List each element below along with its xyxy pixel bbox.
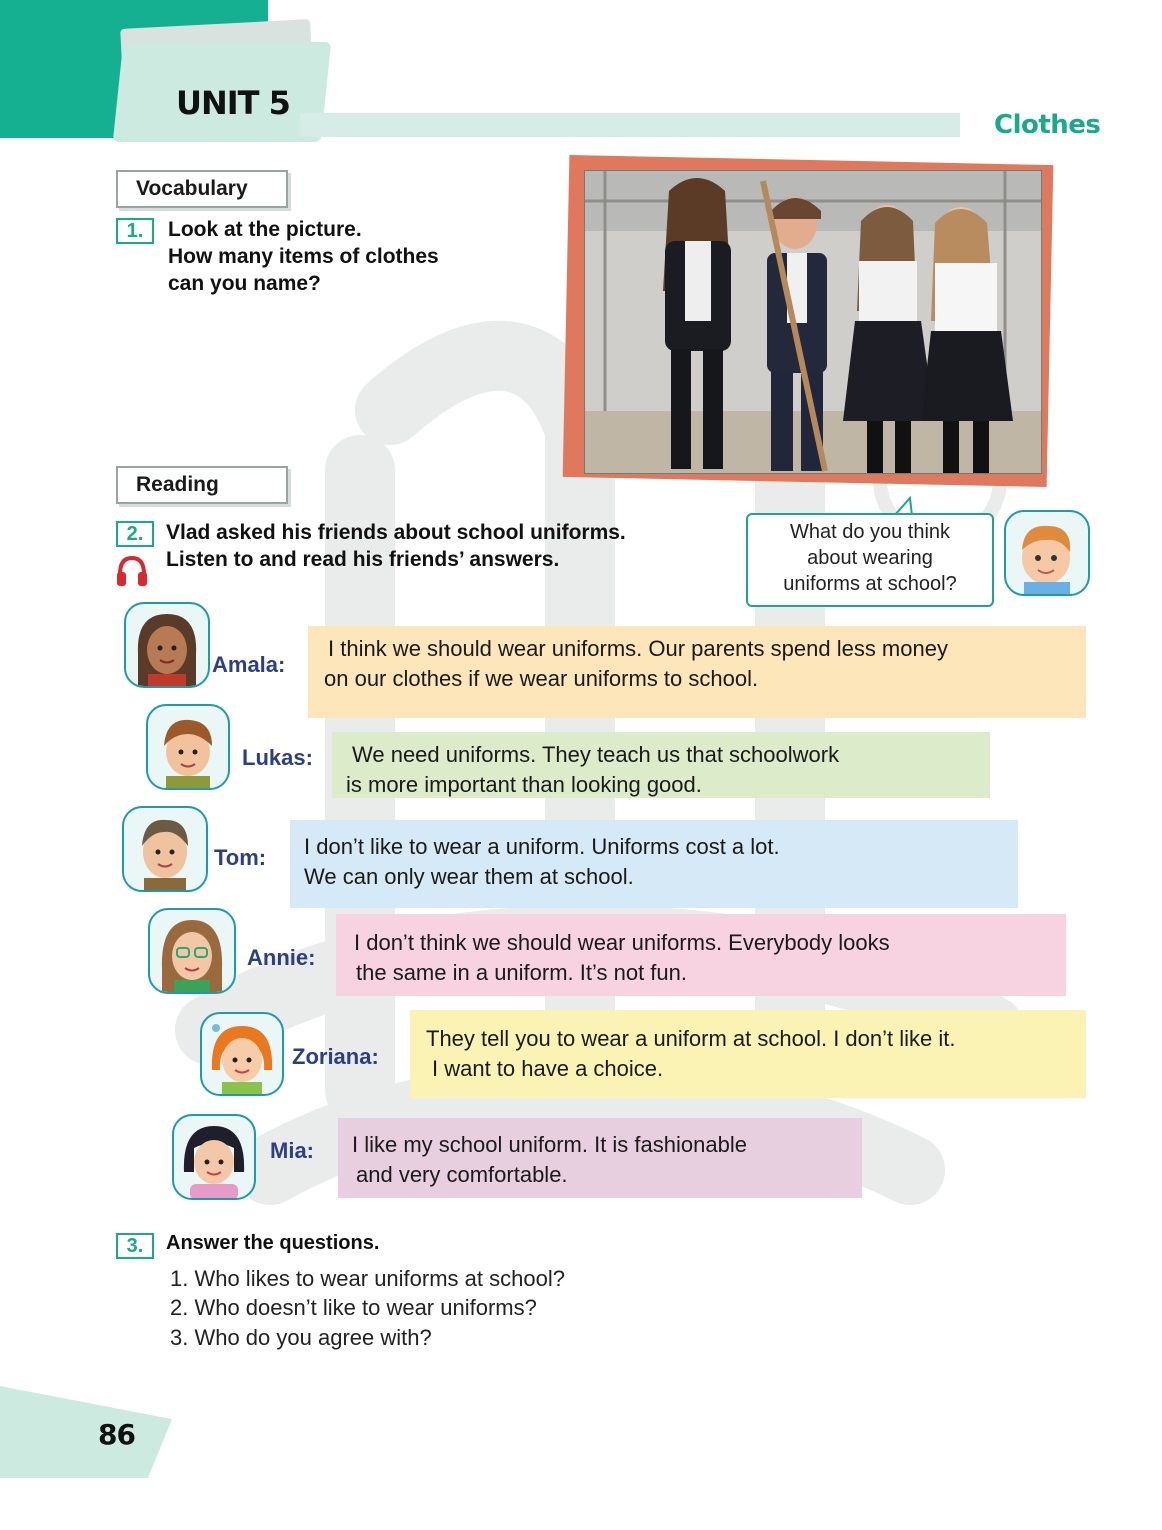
zoriana-avatar (200, 1012, 284, 1096)
quote-line: We can only wear them at school. (304, 864, 634, 889)
lukas-avatar (146, 704, 230, 790)
speaker-label: Mia: (270, 1138, 314, 1163)
vlad-avatar (1004, 510, 1090, 596)
amala-avatar (124, 602, 210, 688)
quote-line: on our clothes if we wear uniforms to school. (324, 666, 759, 691)
exercise-2-instruction (166, 519, 626, 573)
speaker-label: Annie: (247, 945, 316, 970)
answer-quote (410, 1010, 1086, 1098)
answer-quote (338, 1118, 862, 1198)
quote-line: I like my school uniform. It is fashionable (352, 1132, 747, 1157)
quote-line: and very comfortable. (356, 1162, 568, 1187)
answer-quote (336, 914, 1066, 996)
speaker-label: Zoriana: (292, 1044, 379, 1069)
exercise-1-number: 1. (116, 218, 154, 244)
speaker-label: Lukas: (242, 745, 313, 770)
quote-line: I don’t think we should wear uniforms. Everybody looks (354, 930, 890, 955)
vocabulary-tab: Vocabulary (116, 170, 288, 208)
question-item: 1. Who likes to wear uniforms at school? (170, 1266, 565, 1291)
unit-title: UNIT 5 (176, 84, 290, 122)
speaker-label: Amala: (212, 652, 286, 677)
page-number: 86 (98, 1418, 135, 1451)
question-item: 3. Who do you agree with? (170, 1325, 432, 1350)
exercise-1-instruction (168, 216, 439, 297)
answer-quote (290, 820, 1018, 908)
bubble-line: about wearing (807, 547, 933, 569)
tom-avatar (122, 806, 208, 892)
quote-line: is more important than looking good. (346, 772, 702, 797)
instruction-line: Listen to and read his friends’ answers. (166, 548, 560, 571)
quote-line: I don’t like to wear a uniform. Uniforms cost a lot. (304, 834, 780, 859)
bubble-line: uniforms at school? (783, 573, 957, 595)
speaker-label: Tom: (214, 845, 267, 870)
quote-line: They tell you to wear a uniform at school. I don’t like it. (426, 1026, 956, 1051)
instruction-line: How many items of clothes (168, 245, 439, 268)
vlad-speech-bubble (746, 513, 994, 607)
exercise-3-number: 3. (116, 1233, 154, 1259)
annie-avatar (148, 908, 236, 994)
exercise-3-instruction: Answer the questions. (166, 1232, 380, 1254)
mia-avatar (172, 1114, 256, 1200)
students-in-uniforms-photo (584, 170, 1042, 474)
quote-line: the same in a uniform. It’s not fun. (356, 960, 687, 985)
bubble-line: What do you think (789, 521, 951, 543)
question-item: 2. Who doesn’t like to wear uniforms? (170, 1295, 537, 1320)
quote-line: I think we should wear uniforms. Our parents spend less money (328, 636, 948, 661)
reading-tab: Reading (116, 466, 288, 504)
quote-line: We need uniforms. They teach us that schoolwork (352, 742, 840, 767)
instruction-line: Look at the picture. (168, 218, 362, 241)
exercise-2-number: 2. (116, 521, 154, 547)
header-strip (300, 113, 960, 137)
headphones-icon[interactable] (114, 552, 150, 588)
unit-topic: Clothes (994, 110, 1101, 140)
instruction-line: can you name? (168, 272, 321, 295)
footer-band (0, 1386, 172, 1478)
instruction-line: Vlad asked his friends about school uniforms. (166, 521, 626, 544)
quote-line: I want to have a choice. (432, 1056, 664, 1081)
answer-quote (332, 732, 990, 798)
answer-quote (308, 626, 1086, 718)
